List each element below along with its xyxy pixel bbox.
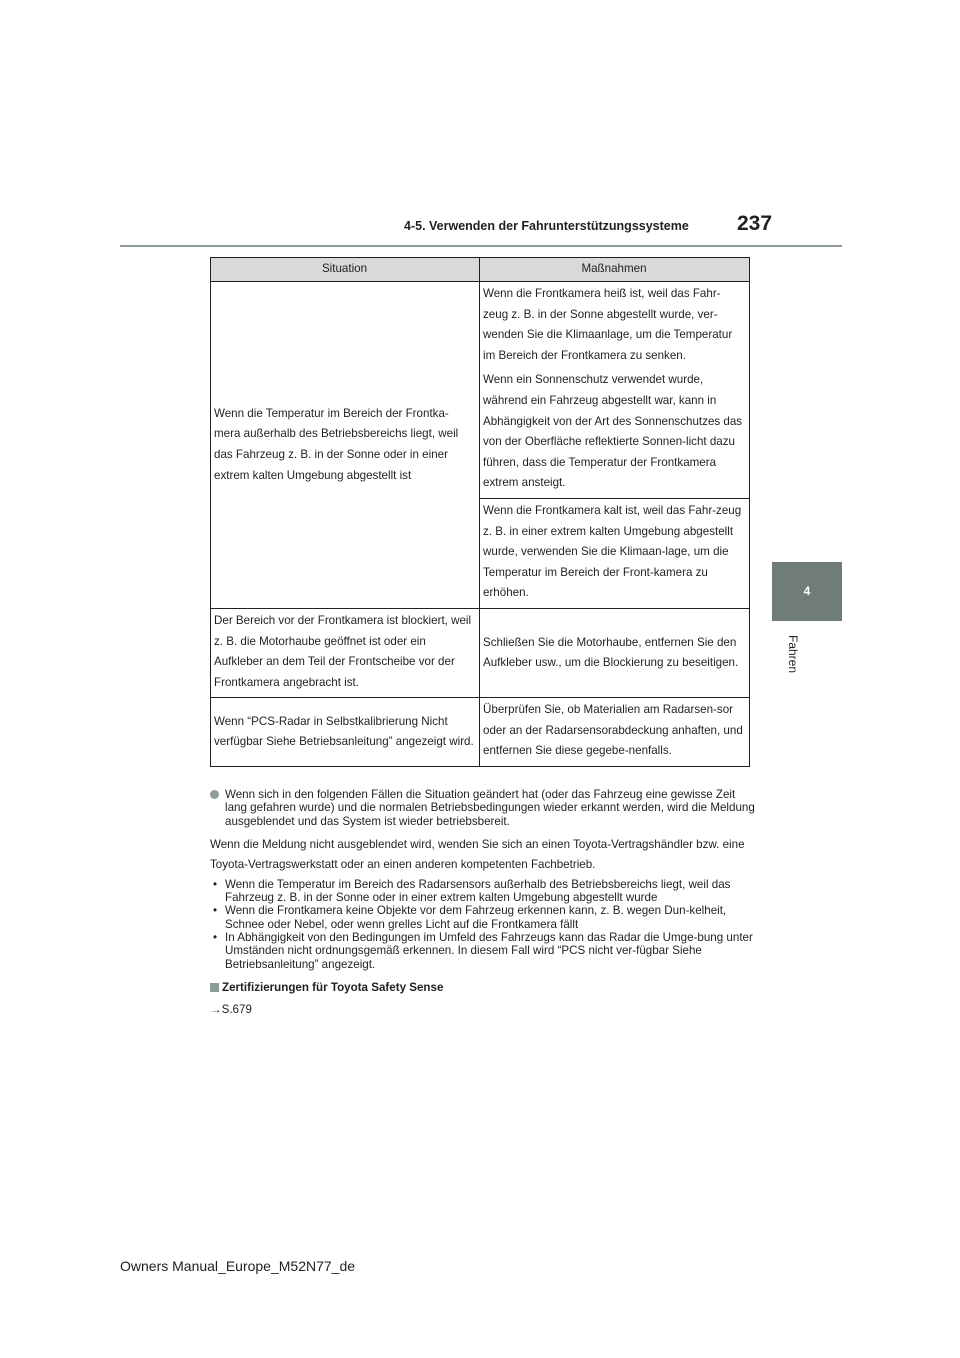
- section-heading: [210, 981, 755, 994]
- measure-text: Schließen Sie die Motorhaube, entfernen Sie den Aufkleber usw., um die Blockierung zu beseitigen.: [483, 635, 739, 670]
- situation-table: [210, 257, 750, 767]
- list-item: [210, 904, 755, 931]
- table-cell-measures: [480, 282, 750, 609]
- measure-text: Wenn ein Sonnenschutz verwendet wurde, während ein Fahrzeug abgestellt war, kann in Abhängigkeit von der Art des Sonnenschutzes das von der Oberfläche reflektierte Sonnen-licht dazu führen, dass die Temperatur der Frontkamera extrem ansteigt.: [483, 373, 743, 490]
- list-item-text: Wenn die Frontkamera keine Objekte vor dem Fahrzeug erkennen kann, z. B. wegen Dun-kelheit, Schnee oder Nebel, oder wenn grelles Licht auf die Frontkamera fällt: [225, 904, 727, 931]
- table-row: [211, 698, 750, 767]
- table-cell-situation: [211, 282, 480, 609]
- table-header-row: [211, 258, 750, 282]
- header-divider: [120, 245, 842, 247]
- note-text: Wenn sich in den folgenden Fällen die Situation geändert hat (oder das Fahrzeug eine gewisse Zeit lang gefahren wurde) und die normalen Betriebsbedingungen wieder erkannt werden, wird die Meldung ausgeblendet und das System ist wieder betriebsbereit.: [225, 788, 755, 828]
- chapter-tab[interactable]: 4: [772, 562, 842, 621]
- table-cell-situation: [211, 698, 480, 767]
- cell-divider: [480, 498, 749, 499]
- list-item-text: Wenn die Temperatur im Bereich des Radarsensors außerhalb des Betriebsbereichs liegt, weil das Fahrzeug z. B. in der Sonne oder in einer extrem kalten Umgebung abgestellt wurde: [225, 877, 731, 905]
- table-row: [211, 282, 750, 609]
- table-cell-measures: [480, 608, 750, 697]
- table-row: [211, 608, 750, 697]
- chapter-label: [780, 635, 810, 675]
- page-number: 237: [737, 212, 773, 235]
- table-header-measures: Maßnahmen: [480, 258, 750, 282]
- section-heading-text: Zertifizierungen für Toyota Safety Sense: [222, 980, 444, 994]
- page-reference-link[interactable]: →S.679: [210, 1003, 252, 1017]
- bullet-dot: •: [213, 931, 218, 945]
- square-bullet-icon: [210, 983, 219, 992]
- situation-text: Wenn “PCS-Radar in Selbstkalibrierung Nicht verfügbar Siehe Betriebsanleitung” angezeigt wird.: [214, 714, 474, 749]
- list-item: [210, 931, 755, 971]
- bullet-dot: •: [213, 904, 218, 918]
- situation-text: Der Bereich vor der Frontkamera ist blockiert, weil z. B. die Motorhaube geöffnet ist oder ein Aufkleber an dem Teil der Frontscheibe vor der Frontkamera angebracht ist.: [214, 613, 472, 689]
- measure-text: Wenn die Frontkamera heiß ist, weil das Fahr-zeug z. B. in der Sonne abgestellt wurde, ver-wenden Sie die Klimaanlage, um die Temperatur im Bereich der Frontkamera zu senken.: [483, 287, 733, 362]
- table-cell-measures: [480, 698, 750, 767]
- table-header-situation: Situation: [211, 258, 480, 282]
- section-header-title: 4-5. Verwenden der Fahrunterstützungssysteme: [404, 219, 689, 233]
- footer-text: Owners Manual_Europe_M52N77_de: [120, 1258, 356, 1274]
- paragraph: Wenn die Meldung nicht ausgeblendet wird, wenden Sie sich an einen Toyota-Vertragshändler bzw. eine Toyota-Vertragswerkstatt oder an einen anderen kompetenten Fachbetrieb.: [210, 837, 745, 872]
- body-content: [210, 788, 755, 1017]
- list-item-text: In Abhängigkeit von den Bedingungen im Umfeld des Fahrzeugs kann das Radar die Umge-bung unter Umständen nicht ordnungsgemäß erkennen. In diesem Fall wird “PCS nicht ver-fügbar Siehe Betriebsanleitung” angezeigt.: [225, 931, 753, 971]
- note-item: [210, 788, 755, 828]
- chapter-label-text: Fahren: [786, 635, 800, 674]
- table-cell-situation: [211, 608, 480, 697]
- situation-text: Wenn die Temperatur im Bereich der Frontka-mera außerhalb des Betriebsbereichs liegt, weil das Fahrzeug z. B. in der Sonne oder in einer extrem kalten Umgebung abgestellt ist: [214, 406, 459, 482]
- list-item: [210, 878, 755, 905]
- measure-text: Überprüfen Sie, ob Materialien am Radarsen-sor oder an der Radarsensorabdeckung anhaften, und entfernen Sie diese gegebe-nenfalls.: [483, 703, 743, 758]
- circle-bullet-icon: [210, 790, 219, 799]
- measure-text: Wenn die Frontkamera kalt ist, weil das Fahr-zeug z. B. in einer extrem kalten Umgebung abgestellt wurde, verwenden Sie die Klimaan-lage, um die Temperatur im Bereich der Front-kamera zu erhöhen.: [483, 503, 742, 600]
- bullet-dot: •: [213, 877, 218, 891]
- bullet-list: [210, 878, 755, 971]
